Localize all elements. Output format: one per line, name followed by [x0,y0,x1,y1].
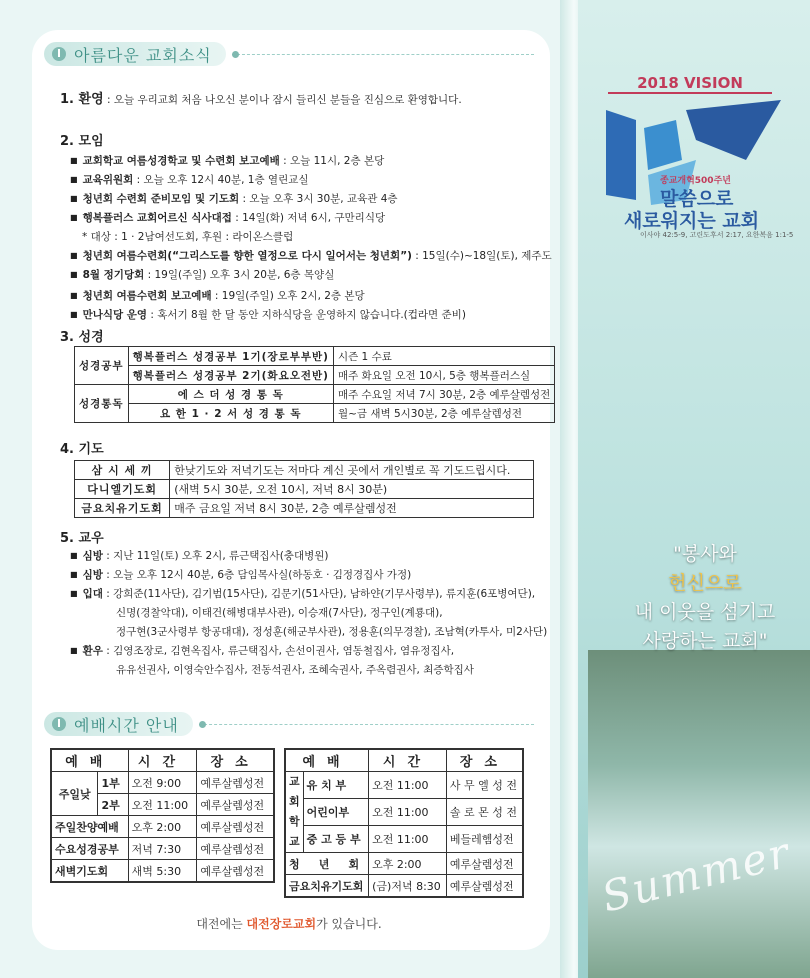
meeting-item: ■ 만나식당 운영 : 혹서기 8월 한 달 동안 지하식당을 운영하지 않습니다.(컵라면 준비) [70,307,466,322]
fellowship-cont: 정구현(3군사령부 항공대대), 정성훈(해군부사관), 정용훈(의무경찰), 조남혁(카투사, 미2사단) [116,626,548,638]
meeting-item: ■ 청년회 여름수련회(“그리스도를 향한 열정으로 다시 일어서는 청년회”) : 15일(수)~18일(토), 제주도 [70,248,552,263]
school-label: 교회학교 [285,772,303,853]
meeting-note: * 대상 : 1 · 2남여선도회, 후원 : 라이온스클럽 [82,231,294,243]
bell-icon [52,47,66,61]
summer-script: Summer [596,827,796,922]
meeting-item: ■ 교회학교 여름성경학교 및 수련회 보고예배 : 오늘 11시, 2층 본당 [70,153,384,168]
table-cell: 솔 로 몬 성 전 [446,799,523,826]
table-cell: 예루살렘성전 [197,860,274,883]
table-cell: 에 스 더 성 경 통 독 [128,385,333,404]
meeting-item: ■ 청년회 여름수련회 보고예배 : 19일(주일) 오후 2시, 2층 본당 [70,288,365,303]
meeting-item: ■ 8월 정기당회 : 19일(주일) 오후 3시 20분, 6층 목양실 [70,267,334,282]
table-cell: 오전 11:00 [369,799,447,826]
col-header: 시간 [369,749,447,772]
fellowship-cont: 유유선권사, 이영숙안수집사, 전동석권사, 조혜숙권사, 주옥렴권사, 최증학집사 [116,664,474,676]
meeting-item: ■ 교육위원회 : 오늘 오후 12시 40분, 1층 열린교실 [70,172,309,187]
col-header: 장소 [197,749,274,772]
table-cell: 중 고 등 부 [303,826,368,853]
table-cell: 새벽 5:30 [128,860,197,883]
fellowship-cont: 신명(경찰악대), 이태건(해병대부사관), 이승재(7사단), 정구인(계룡대), [116,607,443,619]
table-cell: 2부 [98,794,128,816]
table-cell: 다니엘기도회 [75,480,170,499]
meeting-item: ■ 행복플러스 교회어르신 식사대접 : 14일(화) 저녁 6시, 구만리식당 [70,210,385,225]
table-cell: 오후 2:00 [369,853,447,875]
col-header: 장소 [446,749,523,772]
table-cell: 청 년 회 [285,853,369,875]
news-section-title: 아름다운 교회소식 [74,45,212,65]
table-cell: 매주 금요일 저녁 8시 30분, 2층 예루살렘성전 [170,499,534,518]
fellowship-item: ■ 심방 : 지난 11일(토) 오후 2시, 류근택집사(충대병원) [70,548,328,563]
table-cell: 금요치유기도회 [285,875,369,898]
table-cell: 월~금 새벽 5시30분, 2층 예루살렘성전 [333,404,554,423]
table-cell: 행복플러스 성경공부 1기(장로부부반) [128,347,333,366]
table-cell: 금요치유기도회 [75,499,170,518]
welcome-heading: 1. 환영 [60,92,104,107]
table-cell: 오전 11:00 [128,794,197,816]
table-cell: 1부 [98,772,128,794]
bible-group-study: 성경공부 [75,347,129,385]
table-cell: 예루살렘성전 [197,816,274,838]
table-cell: 수요성경공부 [51,838,128,860]
table-cell: 오후 2:00 [128,816,197,838]
bible-group-reading: 성경통독 [75,385,129,423]
table-cell: 오전 9:00 [128,772,197,794]
table-cell: 오전 11:00 [369,772,447,799]
vision-subtitle: 종교개혁500주년 [660,176,731,186]
welcome-text: : 오늘 우리교회 처음 나오신 분이나 잠시 들리신 분들을 진심으로 환영합니다. [103,94,462,106]
worship-table-left [50,748,275,883]
bell-icon [52,717,66,731]
fellowship-item: ■ 심방 : 오늘 오후 12시 40분, 6층 담임목사실(하동호 · 김정경집사 가정) [70,567,411,582]
church-name: 대전장로교회 [246,917,317,931]
table-cell: 예루살렘성전 [197,794,274,816]
meetings-heading: 2. 모임 [60,134,104,149]
table-cell: 예루살렘성전 [446,853,523,875]
table-cell: 저녁 7:30 [128,838,197,860]
footer-line: 대전에는 대전장로교회가 있습니다. [196,917,382,931]
worship-table-right [284,748,524,898]
fellowship-item: ■ 환우 : 김영조장로, 김현옥집사, 류근택집사, 손선이권사, 염동철집사, 염유정집사, [70,643,454,658]
table-cell: 한낮기도와 저녁기도는 저마다 계신 곳에서 개인별로 꼭 기도드립시다. [170,461,534,480]
table-cell: 유 치 부 [303,772,368,799]
table-cell: 예루살렘성전 [197,772,274,794]
table-cell: 행복플러스 성경공부 2기(화요오전반) [128,366,333,385]
fellowship-heading: 5. 교우 [60,531,104,546]
table-cell: 주일찬양예배 [51,816,128,838]
motto: "봉사와 헌신으로 내 이웃을 섬기고 사랑하는 교회" [634,543,776,652]
table-cell: 매주 수요일 저녁 7시 30분, 2층 예루살렘성전 [333,385,554,404]
divider [199,724,534,725]
table-cell: 오전 11:00 [369,826,447,853]
table-cell: 삼 시 세 끼 [75,461,170,480]
worship-section-title: 예배시간 안내 [74,715,179,735]
divider [232,54,534,55]
prayer-heading: 4. 기도 [60,442,104,457]
bible-heading: 3. 성경 [60,330,104,345]
table-cell: 요 한 1 · 2 서 성 경 통 독 [128,404,333,423]
table-cell: 사 무 엘 성 전 [446,772,523,799]
table-cell: 베들레헴성전 [446,826,523,853]
table-cell: (새벽 5시 30분, 오전 10시, 저녁 8시 30분) [170,480,534,499]
welcome-block [60,88,462,107]
worship-section-header [44,712,534,736]
col-header: 예배 [285,749,369,772]
table-cell: 매주 화요일 오전 10시, 5층 행복플러스실 [333,366,554,385]
table-cell: 예루살렘성전 [446,875,523,898]
table-cell: 시즌 1 수료 [333,347,554,366]
meeting-item: ■ 청년회 수련회 준비모임 및 기도회 : 오늘 오후 3시 30분, 교육관 4층 [70,191,398,206]
vision-verse: 이사야 42:5-9, 고린도후서 2:17, 요한복음 1:1-5 [640,231,794,239]
slogan-line1: 말씀으로 [660,188,734,210]
waterfall-image [588,650,810,978]
slogan-line2: 새로워지는 교회 [624,210,760,232]
col-header: 시간 [128,749,197,772]
news-section-header [44,42,534,66]
fellowship-item: ■ 입대 : 강희준(11사단), 김기범(15사단), 김문기(51사단), 남하얀(기무사령부), 류지훈(6포병여단), [70,586,535,601]
table-cell: (금)저녁 8:30 [369,875,447,898]
col-header: 예배 [51,749,128,772]
prayer-table [74,460,534,518]
table-cell: 어린이부 [303,799,368,826]
table-cell: 주일낮 [51,772,98,816]
table-cell: 예루살렘성전 [197,838,274,860]
vision-title: 2018 VISION [608,74,772,94]
table-cell: 새벽기도회 [51,860,128,883]
bible-table [74,346,555,423]
